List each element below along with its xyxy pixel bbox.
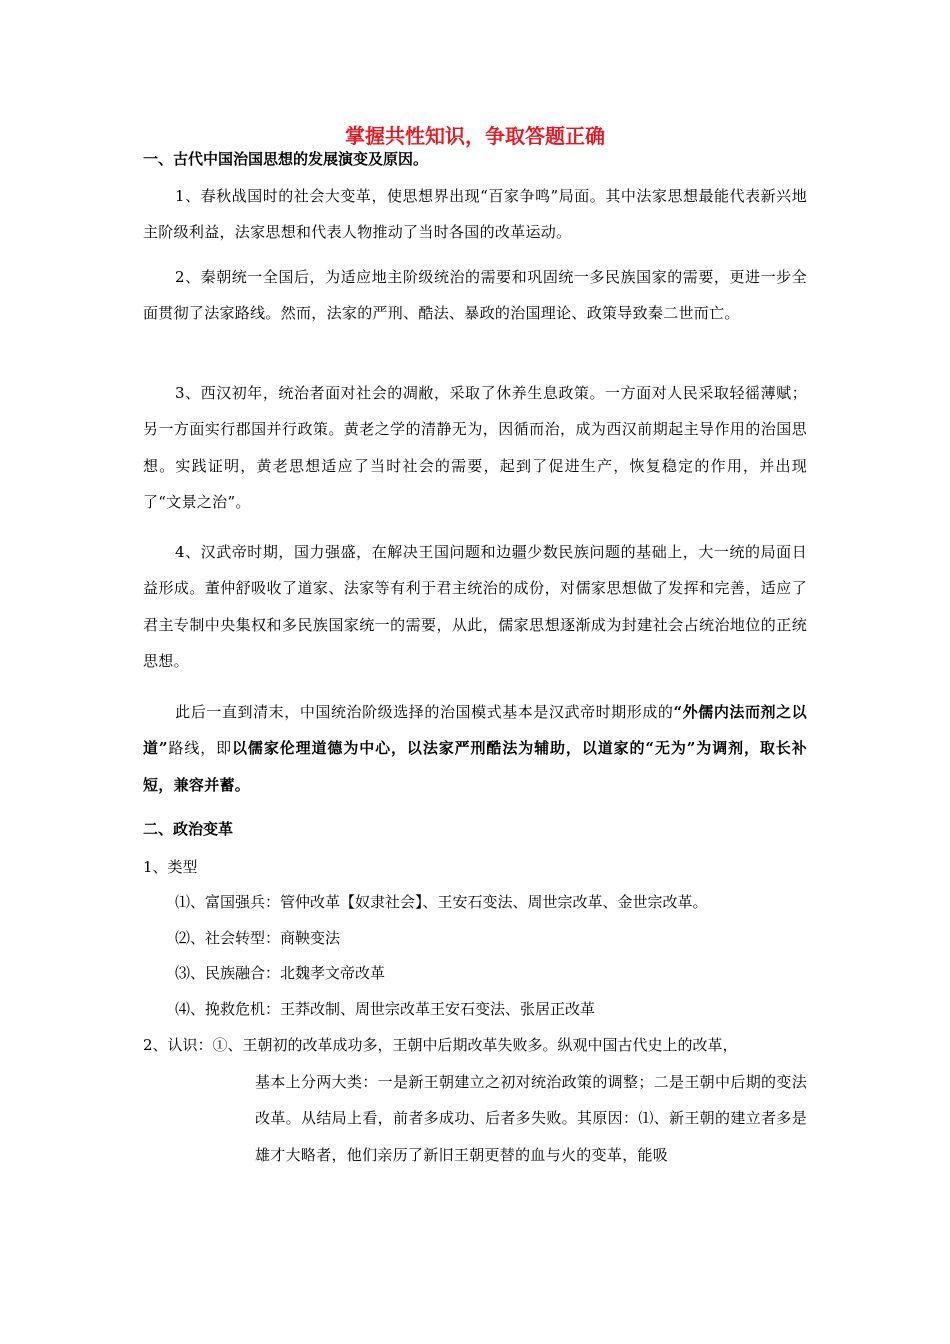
paragraph-5-bold-d: 以儒家伦理道德为中心，以法家严刑酷法为辅助，以道家的“无为”为调剂，取长补短，兼容并蓄。 (143, 739, 807, 794)
paragraph-2-text: 2、秦朝统一全国后，为适应地主阶级统治的需要和巩固统一多民族国家的需要，更进一步全面贯彻了法家路线。然而，法家的严刑、酷法、暴政的治国理论、政策导致秦二世而亡。 (143, 268, 807, 323)
paragraph-1 (143, 178, 807, 251)
paragraph-3-text: 3、西汉初年，统治者面对社会的凋敝，采取了休养生息政策。一方面对人民采取轻徭薄赋；另一方面实行郡国并行政策。黄老之学的清静无为，因循而治，成为西汉前期起主导作用的治国思想。实践证明，黄老思想适应了当时社会的需要，起到了促进生产，恢复稳定的作用，并出现了“文景之治”。 (143, 384, 807, 511)
recognition-first-line: 2、认识：①、王朝初的改革成功多，王朝中后期改革失败多。纵观中国古代史上的改革， (143, 1036, 738, 1054)
type-item-1: ⑴、富国强兵：管仲改革【奴隶社会】、王安石变法、周世宗改革、金世宗改革。 (175, 893, 708, 911)
paragraph-2 (143, 259, 807, 332)
type-item-4: ⑷、挽救危机：王莽改制、周世宗改革王安石变法、张居正改革 (175, 1000, 596, 1018)
type-item-3: ⑶、民族融合：北魏孝文帝改革 (175, 964, 386, 982)
page-title: 掌握共性知识，争取答题正确 (345, 124, 605, 148)
section2-heading: 二、政治变革 (143, 820, 234, 838)
paragraph-5 (143, 694, 807, 803)
paragraph-5-bold-a: “外儒内法而剂之以道” (143, 703, 807, 758)
type-item-2: ⑵、社会转型：商鞅变法 (175, 929, 341, 947)
types-label: 1、类型 (143, 858, 198, 876)
recognition-body: 基本上分两大类：一是新王朝建立之初对统治政策的调整；二是王朝中后期的变法改革。从结局上看，前者多成功、后者多失败。其原因：⑴、新王朝的建立者多是雄才大略者，他们亲历了新旧王朝更替的血与火的变革，能吸 (255, 1073, 807, 1164)
paragraph-4 (143, 534, 807, 679)
paragraph-5-text-a: 此后一直到清末，中国统治阶级选择的治国模式基本是汉武帝时期形成的 (175, 703, 674, 721)
paragraph-1-text: 1、春秋战国时的社会大变革，使思想界出现“百家争鸣”局面。其中法家思想最能代表新兴地主阶级利益，法家思想和代表人物推动了当时各国的改革运动。 (143, 187, 807, 242)
paragraph-4-text: 4、汉武帝时期，国力强盛，在解决王国问题和边疆少数民族问题的基础上，大一统的局面日益形成。董仲舒吸收了道家、法家等有利于君主统治的成份，对儒家思想做了发挥和完善，适应了君主专制中央集权和多民族国家统一的需要，从此，儒家思想逐渐成为封建社会占统治地位的正统思想。 (143, 543, 807, 670)
section1-heading: 一、古代中国治国思想的发展演变及原因。 (143, 150, 429, 168)
paragraph-5-text-c: 路线，即 (167, 739, 233, 758)
paragraph-3 (143, 375, 807, 520)
